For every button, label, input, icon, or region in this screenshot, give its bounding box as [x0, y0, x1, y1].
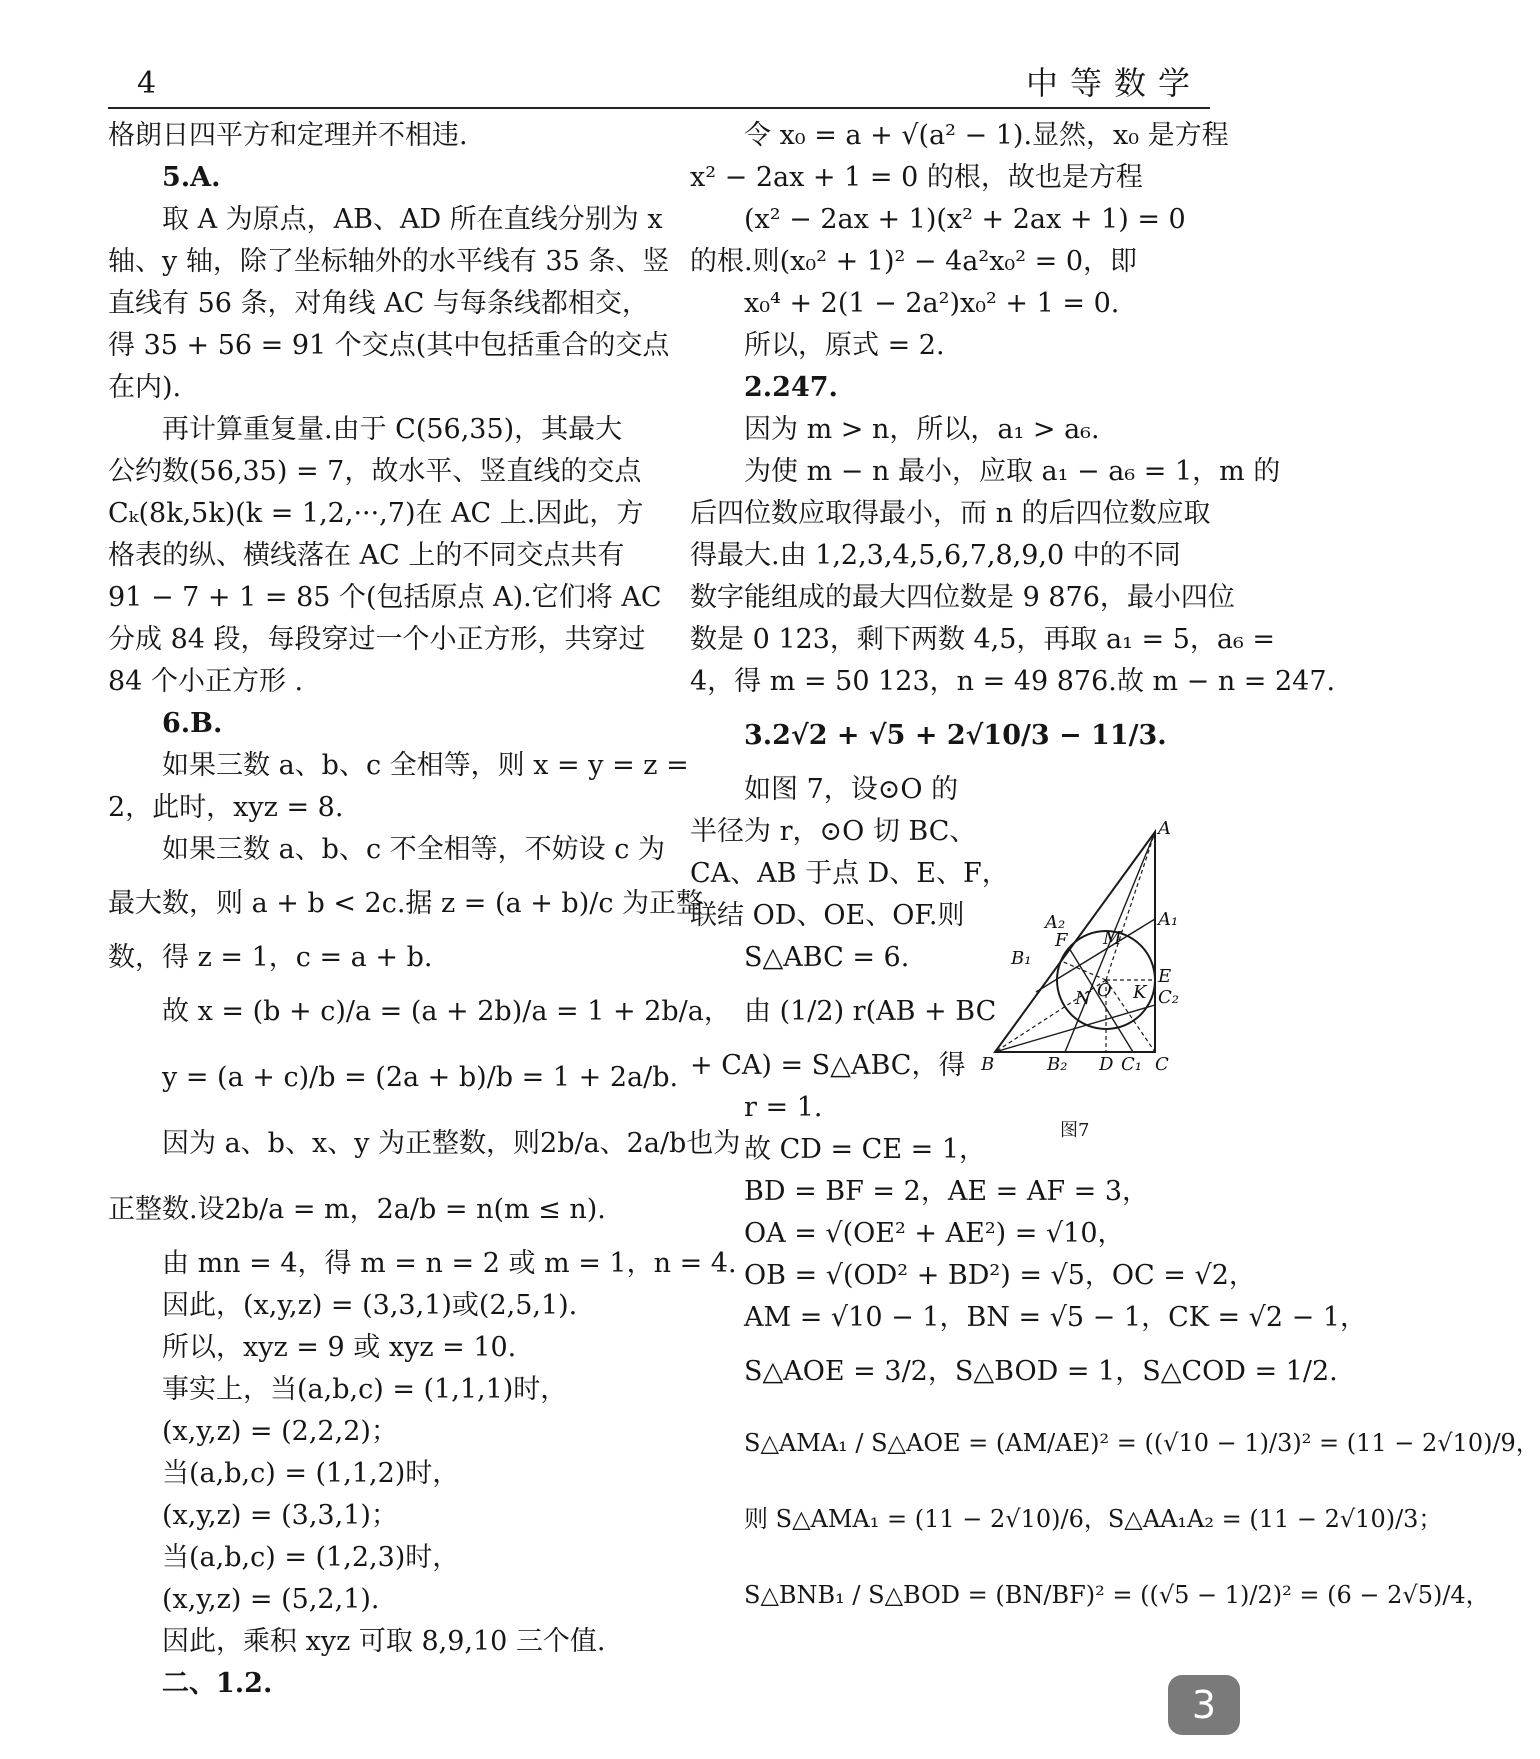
- text-line: 2，此时，xyz = 8.: [108, 792, 344, 823]
- label-d: D: [1099, 1054, 1114, 1075]
- answer-heading: 2.247.: [744, 372, 838, 403]
- text-line: 事实上，当(a,b,c) = (1,1,1)时，: [162, 1374, 568, 1405]
- header-rule: [108, 107, 1210, 109]
- label-k: K: [1133, 982, 1147, 1003]
- text-line: 联结 OD、OE、OF.则: [690, 900, 965, 931]
- label-f: F: [1055, 930, 1068, 951]
- text-line: 4，得 m = 50 123，n = 49 876.故 m − n = 247.: [690, 666, 1336, 697]
- text-line: 为使 m − n 最小，应取 a₁ − a₆ = 1，m 的: [744, 456, 1281, 487]
- label-c: C: [1155, 1054, 1169, 1075]
- label-b: B: [981, 1054, 995, 1075]
- text-line: 令 x₀ = a + √(a² − 1).显然，x₀ 是方程: [744, 120, 1229, 151]
- section-heading: 二、1.2.: [162, 1668, 273, 1699]
- formula-line: 故 x = (b + c)/a = (a + 2b)/a = 1 + 2b/a，: [162, 996, 731, 1027]
- label-b1: B₁: [1011, 948, 1032, 969]
- page-indicator-badge[interactable]: 3: [1168, 1675, 1240, 1735]
- text-line: (x,y,z) = (5,2,1).: [162, 1584, 380, 1615]
- label-c1: C₁: [1121, 1054, 1142, 1075]
- label-o: O: [1097, 980, 1112, 1001]
- figure-7: [975, 818, 1185, 1075]
- text-line: 数字能组成的最大四位数是 9 876，最小四位: [690, 582, 1235, 613]
- text-line: 数，得 z = 1，c = a + b.: [108, 942, 433, 973]
- text-line: 数是 0 123，剩下两数 4,5，再取 a₁ = 5，a₆ =: [690, 624, 1275, 655]
- formula-line: BD = BF = 2，AE = AF = 3，: [744, 1176, 1150, 1207]
- left-column: [108, 115, 741, 1705]
- formula-line: S△BNB₁ / S△BOD = (BN/BF)² = ((√5 − 1)/2)² = (6 − 2√5)/4，: [744, 1581, 1490, 1609]
- text-line: 得最大.由 1,2,3,4,5,6,7,8,9,0 中的不同: [690, 540, 1181, 571]
- text-line: 如果三数 a、b、c 全相等，则 x = y = z =: [162, 750, 689, 781]
- text-line: 直线有 56 条，对角线 AC 与每条线都相交，: [108, 288, 649, 319]
- segment-oa: [1106, 832, 1155, 980]
- text-line: 格表的纵、横线落在 AC 上的不同交点共有: [108, 540, 625, 571]
- formula-line: 最大数，则 a + b < 2c.据 z = (a + b)/c 为正整: [108, 888, 704, 919]
- text-line: 因为 m > n，所以，a₁ > a₆.: [744, 414, 1100, 445]
- answer-heading: 3.2√2 + √5 + 2√10/3 − 11/3.: [744, 720, 1167, 751]
- text-line: 由 mn = 4，得 m = n = 2 或 m = 1，n = 4.: [162, 1248, 737, 1279]
- label-n: N: [1075, 988, 1091, 1009]
- text-line: 如图 7，设⊙O 的: [744, 774, 959, 805]
- text-line: r = 1.: [744, 1092, 823, 1123]
- journal-title: 中等数学: [1025, 64, 1202, 102]
- text-line: 的根.则(x₀² + 1)² − 4a²x₀² = 0，即: [690, 246, 1138, 277]
- segment-of: [1061, 961, 1106, 980]
- formula-line: 正整数.设2b/a = m，2a/b = n(m ≤ n).: [108, 1194, 606, 1225]
- text-line: 在内).: [108, 372, 182, 403]
- formula-line: 则 S△AMA₁ = (11 − 2√10)/6，S△AA₁A₂ = (11 − 2√10)/3；: [744, 1505, 1443, 1533]
- text-line: S△ABC = 6.: [744, 942, 910, 973]
- formula-line: x₀⁴ + 2(1 − 2a²)x₀² + 1 = 0.: [744, 288, 1120, 319]
- text-line: 取 A 为原点，AB、AD 所在直线分别为 x: [162, 204, 663, 235]
- text-line: 公约数(56,35) = 7，故水平、竖直线的交点: [108, 456, 642, 487]
- text-line: 所以，xyz = 9 或 xyz = 10.: [162, 1332, 517, 1363]
- text-line: 所以，原式 = 2.: [744, 330, 945, 361]
- formula-line: OB = √(OD² + BD²) = √5，OC = √2，: [744, 1260, 1256, 1291]
- text-line: 半径为 r，⊙O 切 BC、: [690, 816, 977, 847]
- label-a2: A₂: [1045, 912, 1066, 933]
- label-c2: C₂: [1158, 987, 1179, 1008]
- label-e: E: [1158, 966, 1172, 987]
- text-line: (x,y,z) = (3,3,1)；: [162, 1500, 398, 1531]
- text-line: 因此，乘积 xyz 可取 8,9,10 三个值.: [162, 1626, 606, 1657]
- formula-line: AM = √10 − 1，BN = √5 − 1，CK = √2 − 1，: [744, 1302, 1368, 1333]
- text-line: 再计算重复量.由于 C(56,35)，其最大: [162, 414, 623, 445]
- text-line: Cₖ(8k,5k)(k = 1,2,···,7)在 AC 上.因此，方: [108, 498, 644, 529]
- text-line: 84 个小正方形 .: [108, 666, 304, 697]
- text-line: 因此，(x,y,z) = (3,3,1)或(2,5,1).: [162, 1290, 578, 1321]
- text-line: 如果三数 a、b、c 不全相等，不妨设 c 为: [162, 834, 665, 865]
- label-a: A: [1158, 818, 1171, 839]
- segment-oc: [1106, 980, 1155, 1052]
- triangle-incircle-diagram: [975, 818, 1185, 1075]
- formula-line: y = (a + c)/b = (2a + b)/b = 1 + 2a/b.: [162, 1062, 679, 1093]
- text-line: x² − 2ax + 1 = 0 的根，故也是方程: [690, 162, 1143, 193]
- formula-line: 由 (1/2) r(AB + BC: [744, 996, 997, 1027]
- text-line: + CA) = S△ABC，得: [690, 1050, 966, 1081]
- label-a1: A₁: [1158, 909, 1179, 930]
- text-line: 当(a,b,c) = (1,1,2)时，: [162, 1458, 460, 1489]
- text-line: 格朗日四平方和定理并不相违.: [108, 120, 468, 151]
- formula-line: OA = √(OE² + AE²) = √10，: [744, 1218, 1125, 1249]
- formula-line: S△AOE = 3/2，S△BOD = 1，S△COD = 1/2.: [744, 1356, 1338, 1387]
- text-line: (x,y,z) = (2,2,2)；: [162, 1416, 398, 1447]
- text-line: 得 35 + 56 = 91 个交点(其中包括重合的交点: [108, 330, 670, 361]
- label-b2: B₂: [1047, 1054, 1068, 1075]
- text-line: 轴、y 轴，除了坐标轴外的水平线有 35 条、竖: [108, 246, 670, 277]
- figure-caption: 图7: [1060, 1120, 1090, 1141]
- label-m: M: [1103, 928, 1122, 949]
- text-line: 后四位数应取得最小，而 n 的后四位数应取: [690, 498, 1211, 529]
- answer-heading: 6.B.: [162, 708, 223, 739]
- text-line: 91 − 7 + 1 = 85 个(包括原点 A).它们将 AC: [108, 582, 662, 613]
- formula-line: S△AMA₁ / S△AOE = (AM/AE)² = ((√10 − 1)/3)² = (11 − 2√10)/9，: [744, 1429, 1540, 1457]
- text-line: CA、AB 于点 D、E、F，: [690, 858, 1009, 889]
- formula-line: 因为 a、b、x、y 为正整数，则2b/a、2a/b也为: [162, 1128, 741, 1159]
- formula-line: (x² − 2ax + 1)(x² + 2ax + 1) = 0: [744, 204, 1186, 235]
- text-line: 当(a,b,c) = (1,2,3)时，: [162, 1542, 460, 1573]
- answer-heading: 5.A.: [162, 162, 221, 193]
- page-number: 4: [137, 66, 157, 101]
- line-b-c2: [995, 1005, 1155, 1052]
- text-line: 故 CD = CE = 1，: [744, 1134, 987, 1165]
- text-line: 分成 84 段，每段穿过一个小正方形，共穿过: [108, 624, 646, 655]
